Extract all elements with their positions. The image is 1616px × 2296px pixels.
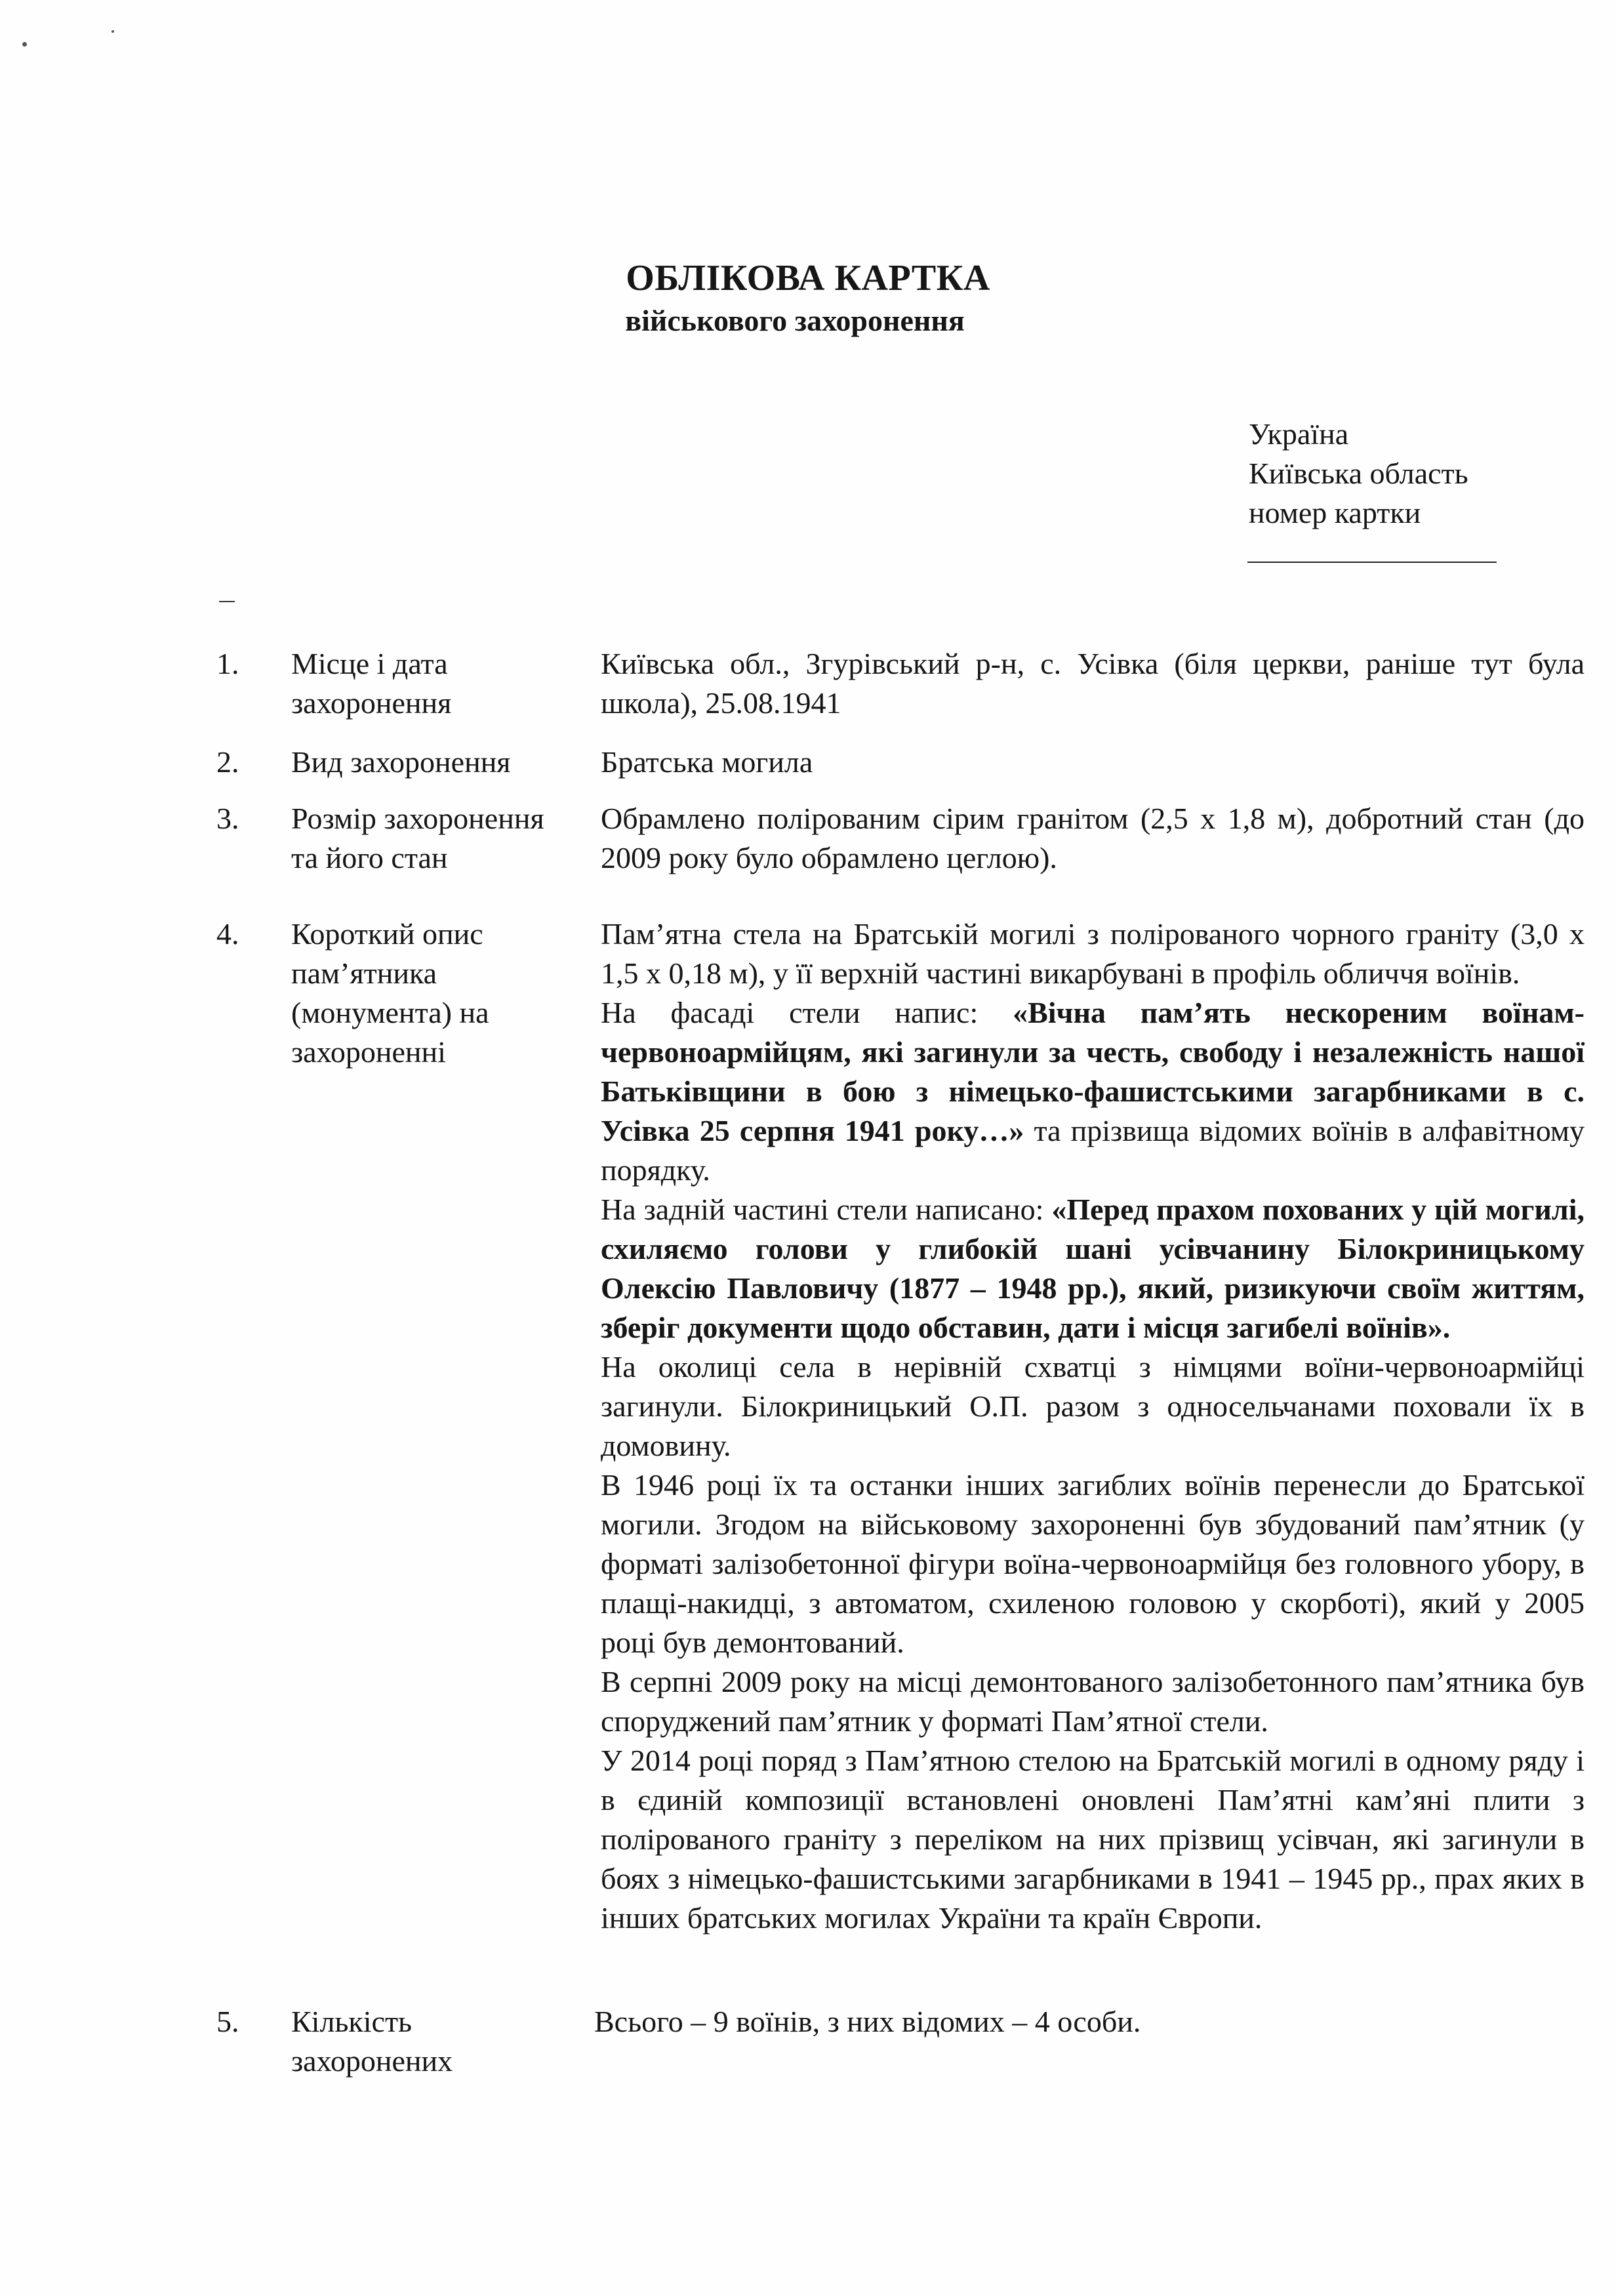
row-label: Місце і дата захоронення (291, 647, 452, 720)
address-block (1249, 415, 1468, 533)
row-number: 1. (216, 647, 239, 680)
front-inscription-paragraph (601, 993, 1585, 1190)
front-inscription-end: та прізвища відомих воїнів в алфавітному порядку. (601, 1114, 1585, 1187)
back-inscription-text: «Перед прахом похованих у цій могилі, схиляємо голови у глибокій шані усівчанину Білокриницькому Олексію Павловичу (1877 – 1948 рр.), який, ризикуючи своїм життям, зберіг документи щодо обставин, дати і місця загибелі воїнів». (601, 1193, 1585, 1344)
address-country: Україна (1249, 417, 1349, 451)
scan-speck (111, 30, 114, 33)
row-value: Братська могила (601, 745, 813, 779)
card-number-blank-line (1247, 562, 1497, 563)
row-number: 3. (216, 802, 239, 835)
document-subtitle: військового захоронення (625, 304, 965, 337)
front-inscription-text: «Вічна пам’ять нескореним воїнам-червоноармійцям, які загинули за честь, свободу і незалежність нашої Батьківщини в бою з німецько-фашистськими загарбниками в с. Усівка 25 серпня 1941 року…» (601, 996, 1585, 1147)
row-label: Вид захоронення (291, 745, 511, 779)
front-inscription-intro: На фасаді стели напис: (601, 996, 1013, 1029)
row-value (601, 914, 1585, 1938)
back-inscription-intro: На задній частині стели написано: (601, 1193, 1052, 1226)
row-label: Кількість захоронених (291, 2005, 453, 2078)
history-paragraph-2: В 1946 році їх та останки інших загиблих воїнів перенесли до Братської могили. Згодом на військовому захороненні був збудований пам’ятник (у форматі залізобетонної фігури воїна-червоноармійця без головного убору, в плащі-накидці, з автоматом, схиленою головою у скорботі), який у 2005 році був демонтований. (601, 1468, 1585, 1659)
row-number: 4. (216, 917, 239, 951)
document-title: ОБЛІКОВА КАРТКА (626, 258, 990, 298)
history-paragraph-4: У 2014 році поряд з Пам’ятною стелою на Братській могилі в одному ряду і в єдиній композиції встановлені оновлені Пам’ятні кам’яні плити з полірованого граніту з переліком на них прізвищ усівчан, які загинули в боях з німецько-фашистськими загарбниками в 1941 – 1945 рр., прах яких в інших братських могилах України та країн Європи. (601, 1744, 1585, 1935)
scan-speck (22, 42, 27, 47)
address-region: Київська область (1249, 457, 1468, 490)
row-label: Короткий опис пам’ятника (монумента) на захороненні (291, 917, 489, 1069)
row-number: 2. (216, 745, 239, 779)
back-inscription-paragraph (601, 1190, 1585, 1347)
history-paragraph-3: В серпні 2009 року на місці демонтованого залізобетонного пам’ятника був споруджений пам’ятник у форматі Пам’ятної стели. (601, 1665, 1585, 1738)
row-value: Обрамлено полірованим сірим гранітом (2,5 х 1,8 м), добротний стан (до 2009 року було обрамлено цеглою). (601, 802, 1585, 874)
monument-description-paragraph: Пам’ятна стела на Братській могилі з полірованого чорного граніту (3,0 х 1,5 х 0,18 м), у її верхній частині викарбувані в профіль обличчя воїнів. (601, 917, 1585, 990)
row-value: Всього – 9 воїнів, з них відомих – 4 особи. (594, 2005, 1141, 2038)
history-paragraph-1: На околиці села в нерівній схватці з німцями воїни-червоноармійці загинули. Білокриницький О.П. разом з односельчанами поховали їх в домовину. (601, 1350, 1585, 1462)
row-number: 5. (216, 2005, 239, 2038)
row-label: Розмір захоронення та його стан (291, 802, 544, 874)
dash-mark (219, 601, 235, 602)
row-value: Київська обл., Згурівський р-н, с. Усівка (біля церкви, раніше тут була школа), 25.08.1941 (601, 647, 1585, 720)
card-number-label: номер картки (1249, 496, 1421, 529)
